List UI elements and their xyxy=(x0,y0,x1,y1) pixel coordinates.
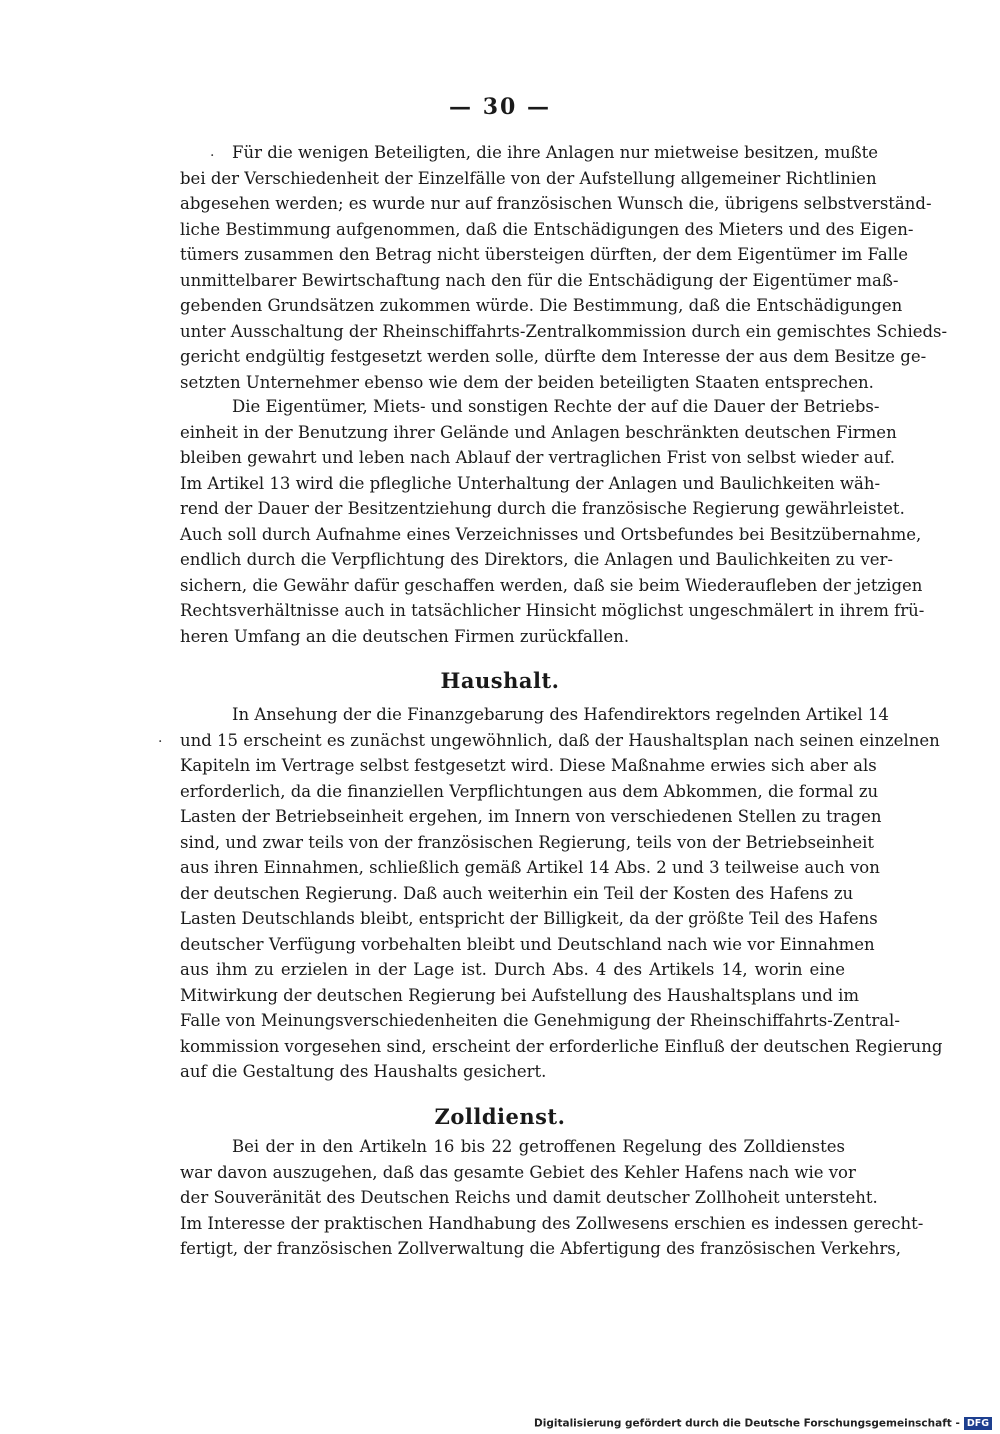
text-line: bleiben gewahrt und leben nach Ablauf der vertraglichen Frist von selbst wieder auf. xyxy=(180,448,895,467)
text-line: rend der Dauer der Besitzentziehung durch die französische Regierung gewährleistet. xyxy=(180,499,905,518)
text-line: einheit in der Benutzung ihrer Gelände und Anlagen beschränkten deutschen Firmen xyxy=(180,422,897,442)
text-line: In Ansehung der die Finanzgebarung des Hafendirektors regelnden Artikel 14 xyxy=(232,705,889,724)
footer-text: Digitalisierung gefördert durch die Deutsche Forschungsgemeinschaft - xyxy=(534,1417,960,1430)
text-line: abgesehen werden; es wurde nur auf französischen Wunsch die, übrigens selbstverständ- xyxy=(180,194,932,213)
text-line: Kapiteln im Vertrage selbst festgesetzt wird. Diese Maßnahme erwies sich aber als xyxy=(180,756,877,775)
text-line: der Souveränität des Deutschen Reichs und damit deutscher Zollhoheit untersteht. xyxy=(180,1188,878,1207)
text-line: Bei der in den Artikeln 16 bis 22 getroffenen Regelung des Zolldienstes xyxy=(232,1137,845,1156)
text-line: Mitwirkung der deutschen Regierung bei Aufstellung des Haushaltsplans und im xyxy=(180,985,860,1005)
text-line: unter Ausschaltung der Rheinschiffahrts-Zentralkommission durch ein gemischtes Schieds- xyxy=(180,321,948,341)
text-line: auf die Gestaltung des Haushalts gesichert. xyxy=(180,1062,547,1081)
text-line: aus ihm zu erzielen in der Lage ist. Durch Abs. 4 des Artikels 14, worin eine xyxy=(180,960,845,979)
text-line: Lasten Deutschlands bleibt, entspricht der Billigkeit, da der größte Teil des Hafens xyxy=(180,909,878,928)
dfg-logo: DFG xyxy=(964,1417,992,1430)
text-line: sind, und zwar teils von der französischen Regierung, teils von der Betriebseinheit xyxy=(180,832,874,852)
text-line: unmittelbarer Bewirtschaftung nach den für die Entschädigung der Eigentümer maß- xyxy=(180,270,899,290)
stray-mark: · xyxy=(158,734,163,750)
text-line: setzten Unternehmer ebenso wie dem der beiden beteiligten Staaten entsprechen. xyxy=(180,372,874,392)
text-line: Im Artikel 13 wird die pflegliche Unterhaltung der Anlagen und Baulichkeiten wäh- xyxy=(180,473,881,493)
text-line: Die Eigentümer, Miets- und sonstigen Rechte der auf die Dauer der Betriebs- xyxy=(232,397,880,416)
page-number: — 30 — xyxy=(449,94,551,120)
text-line: tümers zusammen den Betrag nicht übersteigen dürften, der dem Eigentümer im Falle xyxy=(180,245,908,264)
text-line: kommission vorgesehen sind, erscheint der erforderliche Einfluß der deutschen Regierung xyxy=(180,1036,943,1056)
text-line: gebenden Grundsätzen zukommen würde. Die Bestimmung, daß die Entschädigungen xyxy=(180,296,903,315)
text-line: der deutschen Regierung. Daß auch weiterhin ein Teil der Kosten des Hafens zu xyxy=(180,883,854,903)
text-line: fertigt, der französischen Zollverwaltung die Abfertigung des französischen Verkehrs, xyxy=(180,1239,901,1258)
text-line: endlich durch die Verpflichtung des Direktors, die Anlagen und Baulichkeiten zu ver- xyxy=(180,550,893,569)
text-line: Für die wenigen Beteiligten, die ihre Anlagen nur mietweise besitzen, mußte xyxy=(232,143,879,162)
text-line: bei der Verschiedenheit der Einzelfälle von der Aufstellung allgemeiner Richtlinien xyxy=(180,168,877,188)
section-heading: Zolldienst. xyxy=(434,1104,566,1129)
text-line: Im Interesse der praktischen Handhabung des Zollwesens erschien es indessen gerecht- xyxy=(180,1213,924,1233)
text-line: deutscher Verfügung vorbehalten bleibt und Deutschland nach wie vor Einnahmen xyxy=(180,934,875,954)
stray-mark: · xyxy=(210,148,215,164)
text-line: erforderlich, da die finanziellen Verpflichtungen aus dem Abkommen, die formal zu xyxy=(180,781,879,801)
text-line: liche Bestimmung aufgenommen, daß die Entschädigungen des Mieters und des Eigen- xyxy=(180,219,914,239)
text-line: sichern, die Gewähr dafür geschaffen werden, daß sie beim Wiederaufleben der jetzigen xyxy=(180,575,923,595)
text-line: war davon auszugehen, daß das gesamte Gebiet des Kehler Hafens nach wie vor xyxy=(180,1162,856,1182)
paragraph xyxy=(180,394,925,649)
text-line: gericht endgültig festgesetzt werden solle, dürfte dem Interesse der aus dem Besitze ge- xyxy=(180,347,927,366)
text-line: und 15 erscheint es zunächst ungewöhnlich, daß der Haushaltsplan nach seinen einzelnen xyxy=(180,730,940,750)
text-line: aus ihren Einnahmen, schließlich gemäß Artikel 14 Abs. 2 und 3 teilweise auch von xyxy=(180,858,880,877)
section-heading: Haushalt. xyxy=(440,668,560,693)
text-line: heren Umfang an die deutschen Firmen zurückfallen. xyxy=(180,626,630,646)
paragraph xyxy=(180,702,943,1085)
paragraph xyxy=(180,1134,924,1262)
digitization-footer xyxy=(534,1417,992,1430)
text-line: Lasten der Betriebseinheit ergehen, im Innern von verschiedenen Stellen zu tragen xyxy=(180,807,882,826)
text-line: Rechtsverhältnisse auch in tatsächlicher Hinsicht möglichst ungeschmälert in ihrem frü- xyxy=(180,601,925,620)
text-line: Auch soll durch Aufnahme eines Verzeichnisses und Ortsbefundes bei Besitzübernahme, xyxy=(180,524,922,544)
text-line: Falle von Meinungsverschiedenheiten die Genehmigung der Rheinschiffahrts-Zentral- xyxy=(180,1011,900,1030)
paragraph xyxy=(180,140,948,395)
